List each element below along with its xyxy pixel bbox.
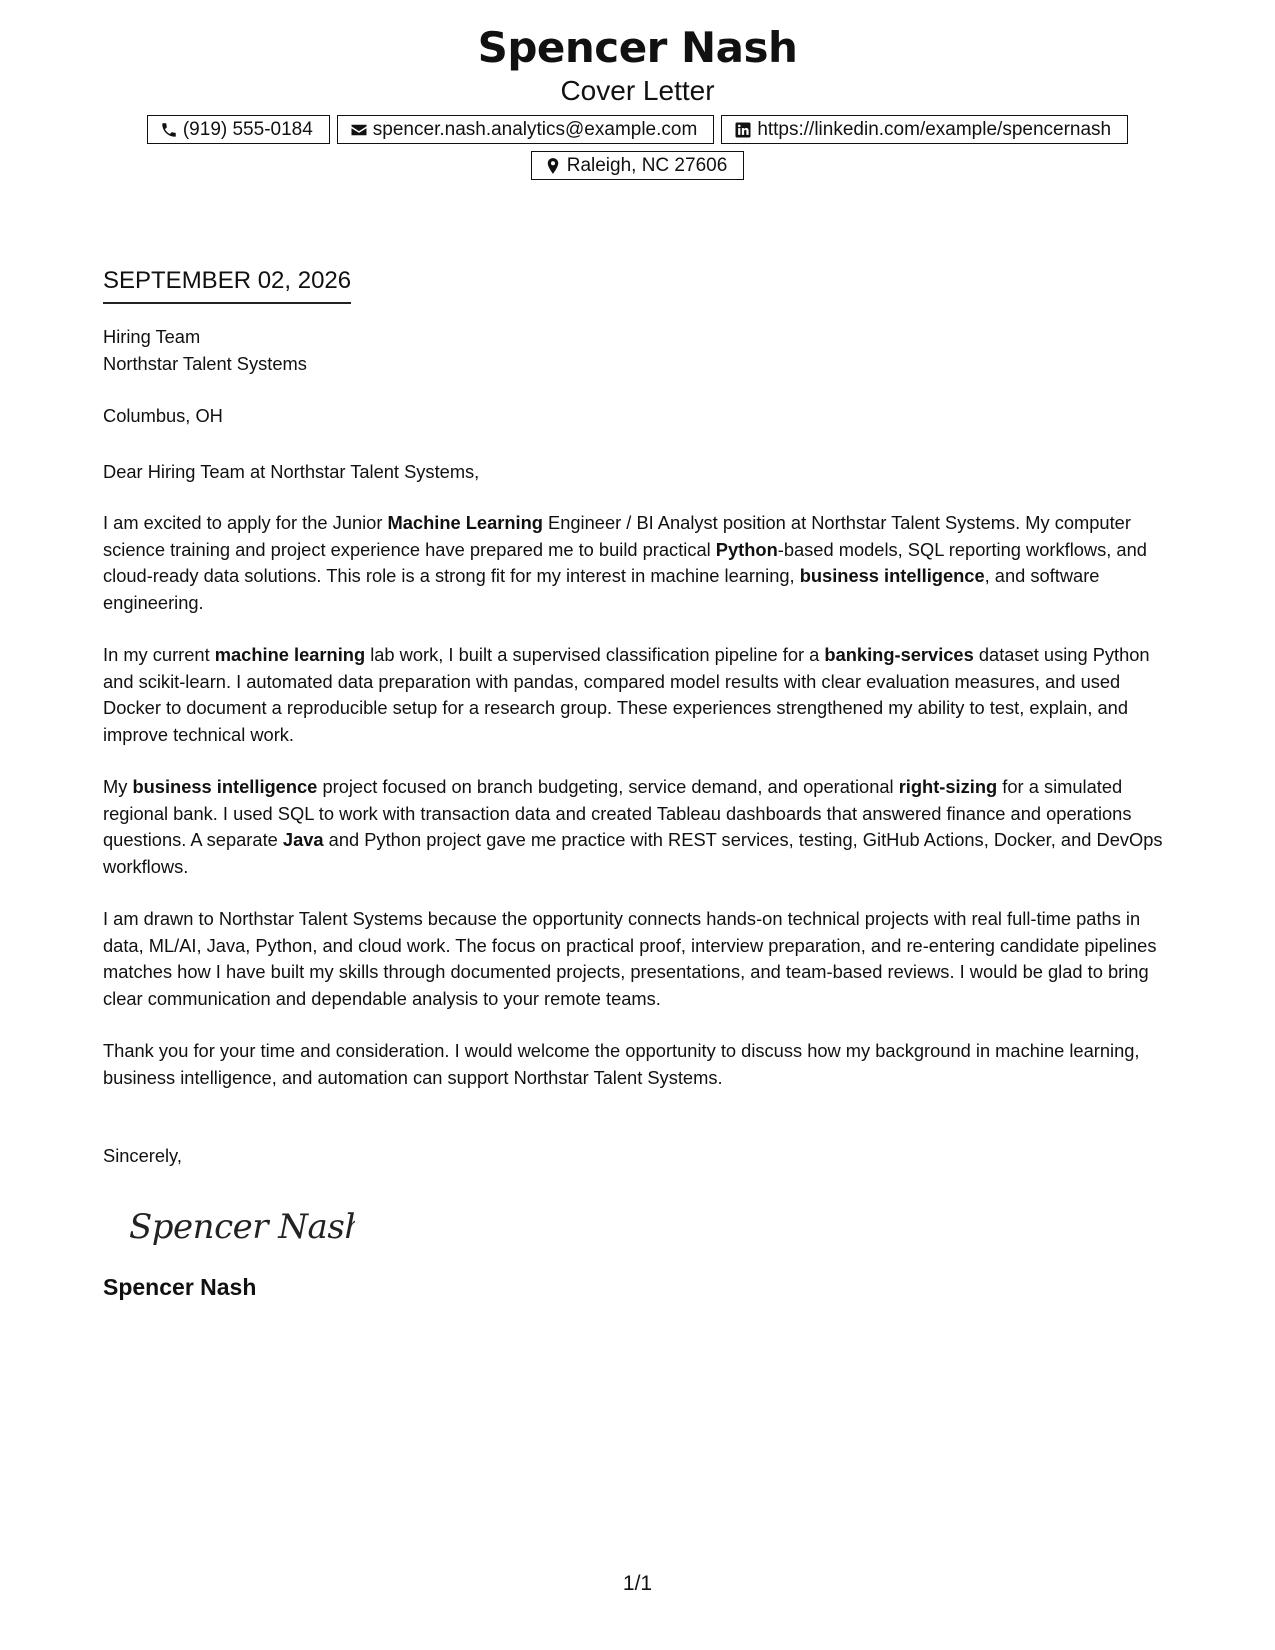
contact-phone-text: (919) 555-0184 (182, 119, 313, 140)
paragraph (103, 906, 1178, 1012)
contact-location[interactable] (531, 151, 745, 180)
contact-location-text: Raleigh, NC 27606 (566, 155, 728, 176)
salutation: Dear Hiring Team at Northstar Talent Systems, (103, 460, 480, 482)
contact-email[interactable] (337, 115, 715, 144)
paragraph (103, 510, 1178, 616)
contact-info (138, 115, 1138, 180)
paragraph (103, 774, 1178, 880)
bold-keyword: Machine Learning (387, 512, 543, 533)
paragraph-text: I am excited to apply for the Junior (103, 512, 388, 533)
recipient-line-1: Hiring Team (103, 326, 201, 347)
contact-phone[interactable] (147, 115, 330, 144)
letter-date: SEPTEMBER 02, 2026 (103, 266, 351, 304)
paragraph-text: lab work, I built a supervised classification pipeline for a (365, 644, 825, 665)
letter-header (0, 22, 1275, 180)
paragraph-text: In my current (103, 644, 215, 665)
paragraph-text: Thank you for your time and consideration. I would welcome the opportunity to discuss how my background in machine learning, business intelligence, and automation can support Northstar Talent Systems. (103, 1040, 1140, 1088)
bold-keyword: business intelligence (132, 776, 318, 797)
paragraph-text: dataset using Python and scikit-learn. I automated data preparation with pandas, compared model results with clear evaluation measures, and used Docker to document a reproducible setup for a research group. These experiences strengthened my ability to test, explain, and improve technical work. (103, 644, 1150, 745)
bold-keyword: business intelligence (799, 565, 985, 586)
contact-linkedin[interactable] (721, 115, 1128, 144)
paragraph-text: I am drawn to Northstar Talent Systems because the opportunity connects hands-on technical projects with real full-time paths in data, ML/AI, Java, Python, and cloud work. The focus on practical proof, interview preparation, and re-entering candidate pipelines matches how I have built my skills through documented projects, presentations, and team-based reviews. I would be glad to bring clear communication and dependable analysis to your remote teams. (103, 908, 1157, 1009)
paragraph-text: project focused on branch budgeting, service demand, and operational (317, 776, 899, 797)
recipient-company: Northstar Talent Systems (103, 352, 307, 374)
applicant-name: Spencer Nash (477, 23, 798, 72)
contact-linkedin-text: https://linkedin.com/example/spencernash (757, 119, 1112, 140)
contact-email-text: spencer.nash.analytics@example.com (372, 119, 698, 140)
paragraph-text: and Python project gave me practice with REST services, testing, GitHub Actions, Docker, and DevOps workflows. (103, 829, 1163, 877)
recipient-city: Columbus, OH (103, 405, 223, 426)
handwritten-signature (125, 1200, 355, 1252)
paragraph (103, 1038, 1178, 1091)
signer-name: Spencer Nash (103, 1274, 257, 1300)
letter-body (103, 266, 1178, 1301)
bold-keyword: right-sizing (898, 776, 998, 797)
bold-keyword: banking-services (824, 644, 974, 665)
bold-keyword: machine learning (214, 644, 366, 665)
recipient-block (103, 324, 1178, 430)
paragraph (103, 642, 1178, 748)
svg-text:Spencer Nash: Spencer Nash (129, 1206, 355, 1247)
paragraph-text: for a simulated regional bank. I used SQL to work with transaction data and created Tableau dashboards that answered finance and operations questions. A separate (103, 776, 1132, 850)
page-number: 1/1 (622, 1572, 653, 1595)
paragraph-text: -based models, SQL reporting workflows, and cloud-ready data solutions. This role is a strong fit for my interest in machine learning, (103, 538, 1147, 586)
linkedin-icon (734, 121, 752, 139)
document-subtitle: Cover Letter (560, 75, 715, 106)
envelope-icon (350, 121, 368, 139)
bold-keyword: Python (715, 538, 778, 560)
paragraph-text: My (103, 776, 133, 797)
closing: Sincerely, (103, 1145, 182, 1166)
phone-icon (160, 121, 178, 139)
paragraph-text: , and software engineering. (103, 565, 1100, 613)
paragraph-text: Engineer / BI Analyst position at Northstar Talent Systems. My computer science training and project experience have prepared me to build practical (103, 512, 1131, 560)
bold-keyword: Java (282, 829, 324, 850)
map-pin-icon (544, 157, 562, 175)
